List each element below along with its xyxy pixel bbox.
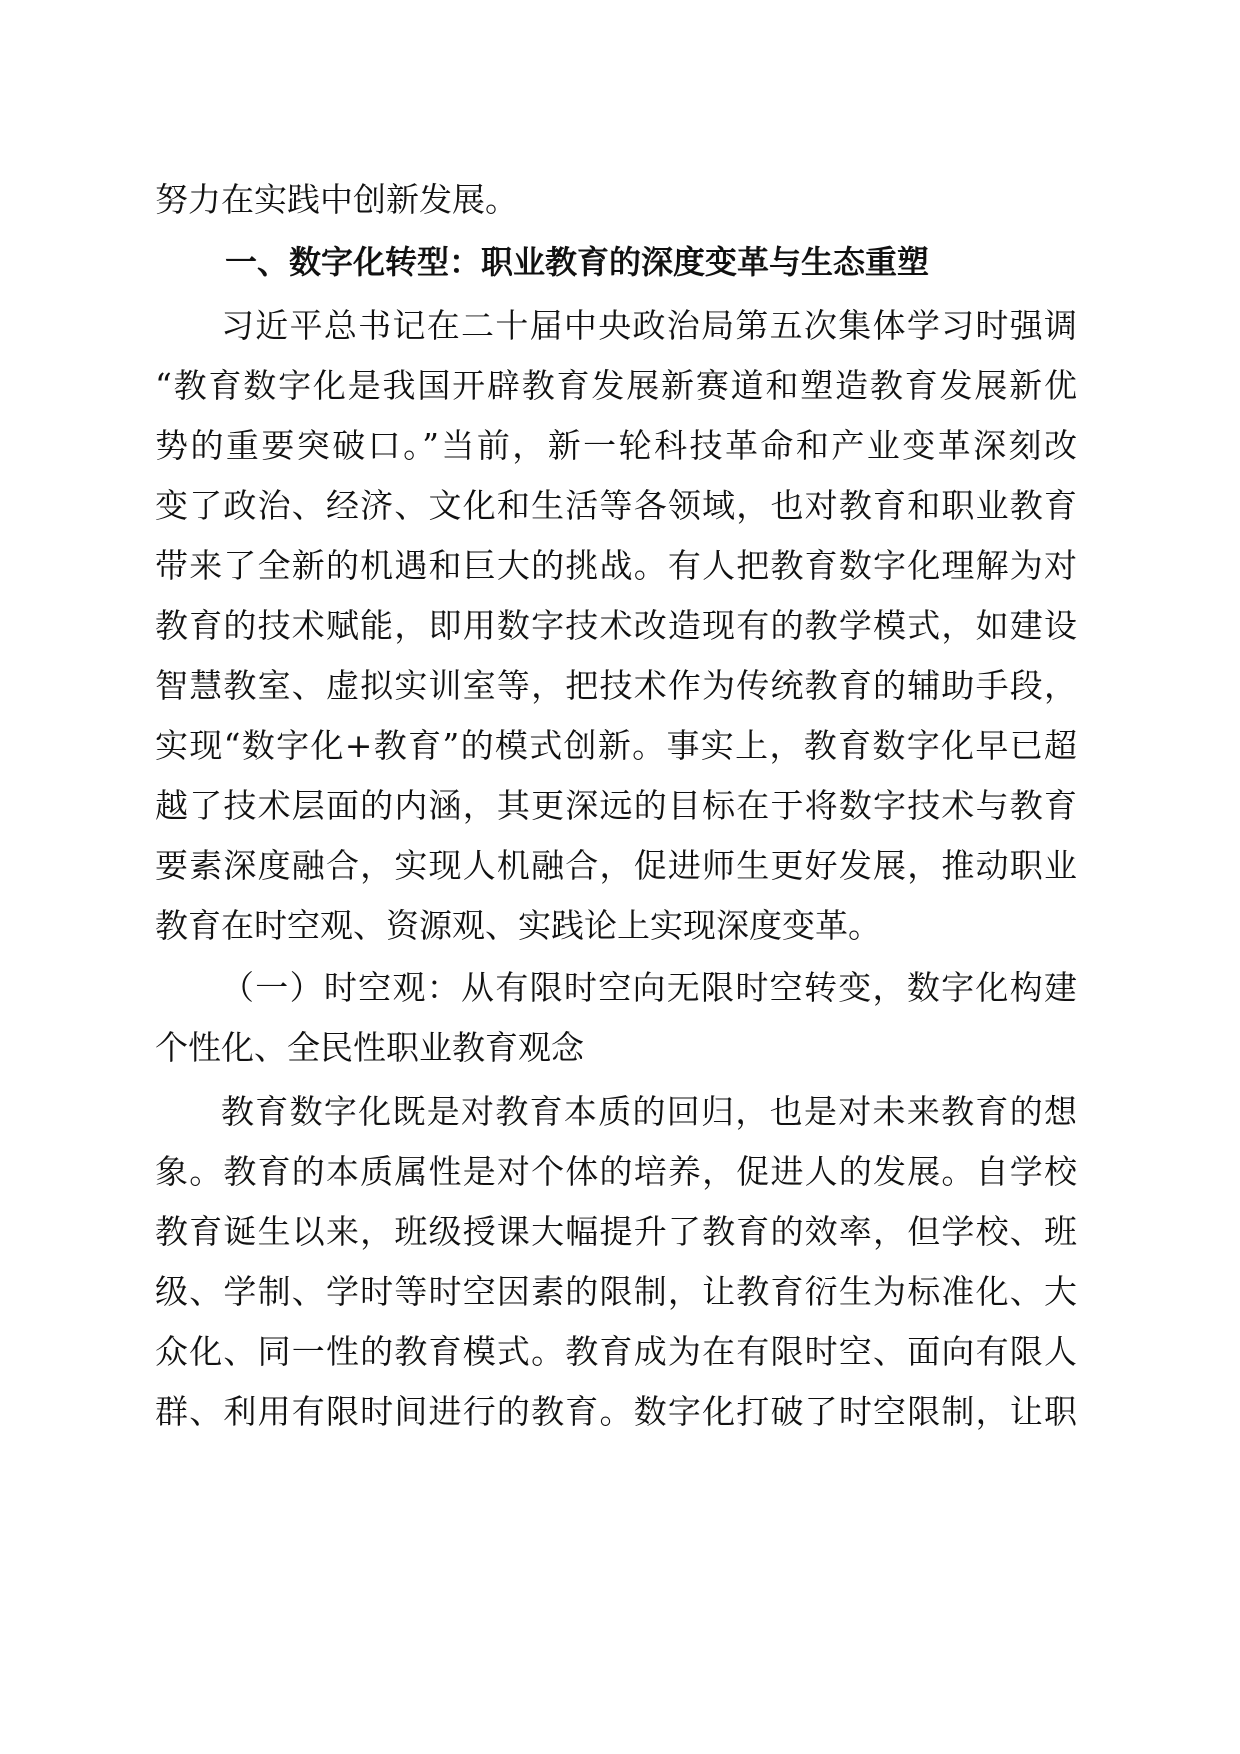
paragraph-line: 带来了全新的机遇和巨大的挑战。有人把教育数字化理解为对 xyxy=(155,546,1077,585)
paragraph-line: 教育在时空观、资源观、实践论上实现深度变革。 xyxy=(155,906,881,945)
paragraph-line: 要素深度融合，实现人机融合，促进师生更好发展，推动职业 xyxy=(155,846,1077,885)
paragraph-line: “教育数字化是我国开辟教育发展新赛道和塑造教育发展新优 xyxy=(155,366,1077,405)
paragraph-line: 群、利用有限时间进行的教育。数字化打破了时空限制，让职 xyxy=(155,1392,1077,1431)
subsection-heading-line: 个性化、全民性职业教育观念 xyxy=(155,1028,584,1067)
paragraph-line: 势的重要突破口。”当前，新一轮科技革命和产业变革深刻改 xyxy=(155,426,1077,465)
paragraph-line: 习近平总书记在二十届中央政治局第五次集体学习时强调 xyxy=(221,306,1077,345)
paragraph-line: 教育数字化既是对教育本质的回归，也是对未来教育的想 xyxy=(221,1092,1077,1131)
paragraph-line: 智慧教室、虚拟实训室等，把技术作为传统教育的辅助手段， xyxy=(155,666,1077,705)
paragraph-line-intro-tail: 努力在实践中创新发展。 xyxy=(155,180,518,219)
paragraph-line: 教育诞生以来，班级授课大幅提升了教育的效率，但学校、班 xyxy=(155,1212,1077,1251)
paragraph-line: 实现“数字化+教育”的模式创新。事实上，教育数字化早已超 xyxy=(155,726,1077,765)
paragraph-line: 教育的技术赋能，即用数字技术改造现有的教学模式，如建设 xyxy=(155,606,1077,645)
subsection-heading-line: （一）时空观：从有限时空向无限时空转变，数字化构建 xyxy=(221,968,1077,1007)
paragraph-line: 众化、同一性的教育模式。教育成为在有限时空、面向有限人 xyxy=(155,1332,1077,1371)
paragraph-line: 变了政治、经济、文化和生活等各领域，也对教育和职业教育 xyxy=(155,486,1077,525)
section-heading: 一、数字化转型：职业教育的深度变革与生态重塑 xyxy=(225,243,930,281)
paragraph-line: 级、学制、学时等时空因素的限制，让教育衍生为标准化、大 xyxy=(155,1272,1077,1311)
paragraph-line: 象。教育的本质属性是对个体的培养，促进人的发展。自学校 xyxy=(155,1152,1077,1191)
paragraph-line: 越了技术层面的内涵，其更深远的目标在于将数字技术与教育 xyxy=(155,786,1077,825)
